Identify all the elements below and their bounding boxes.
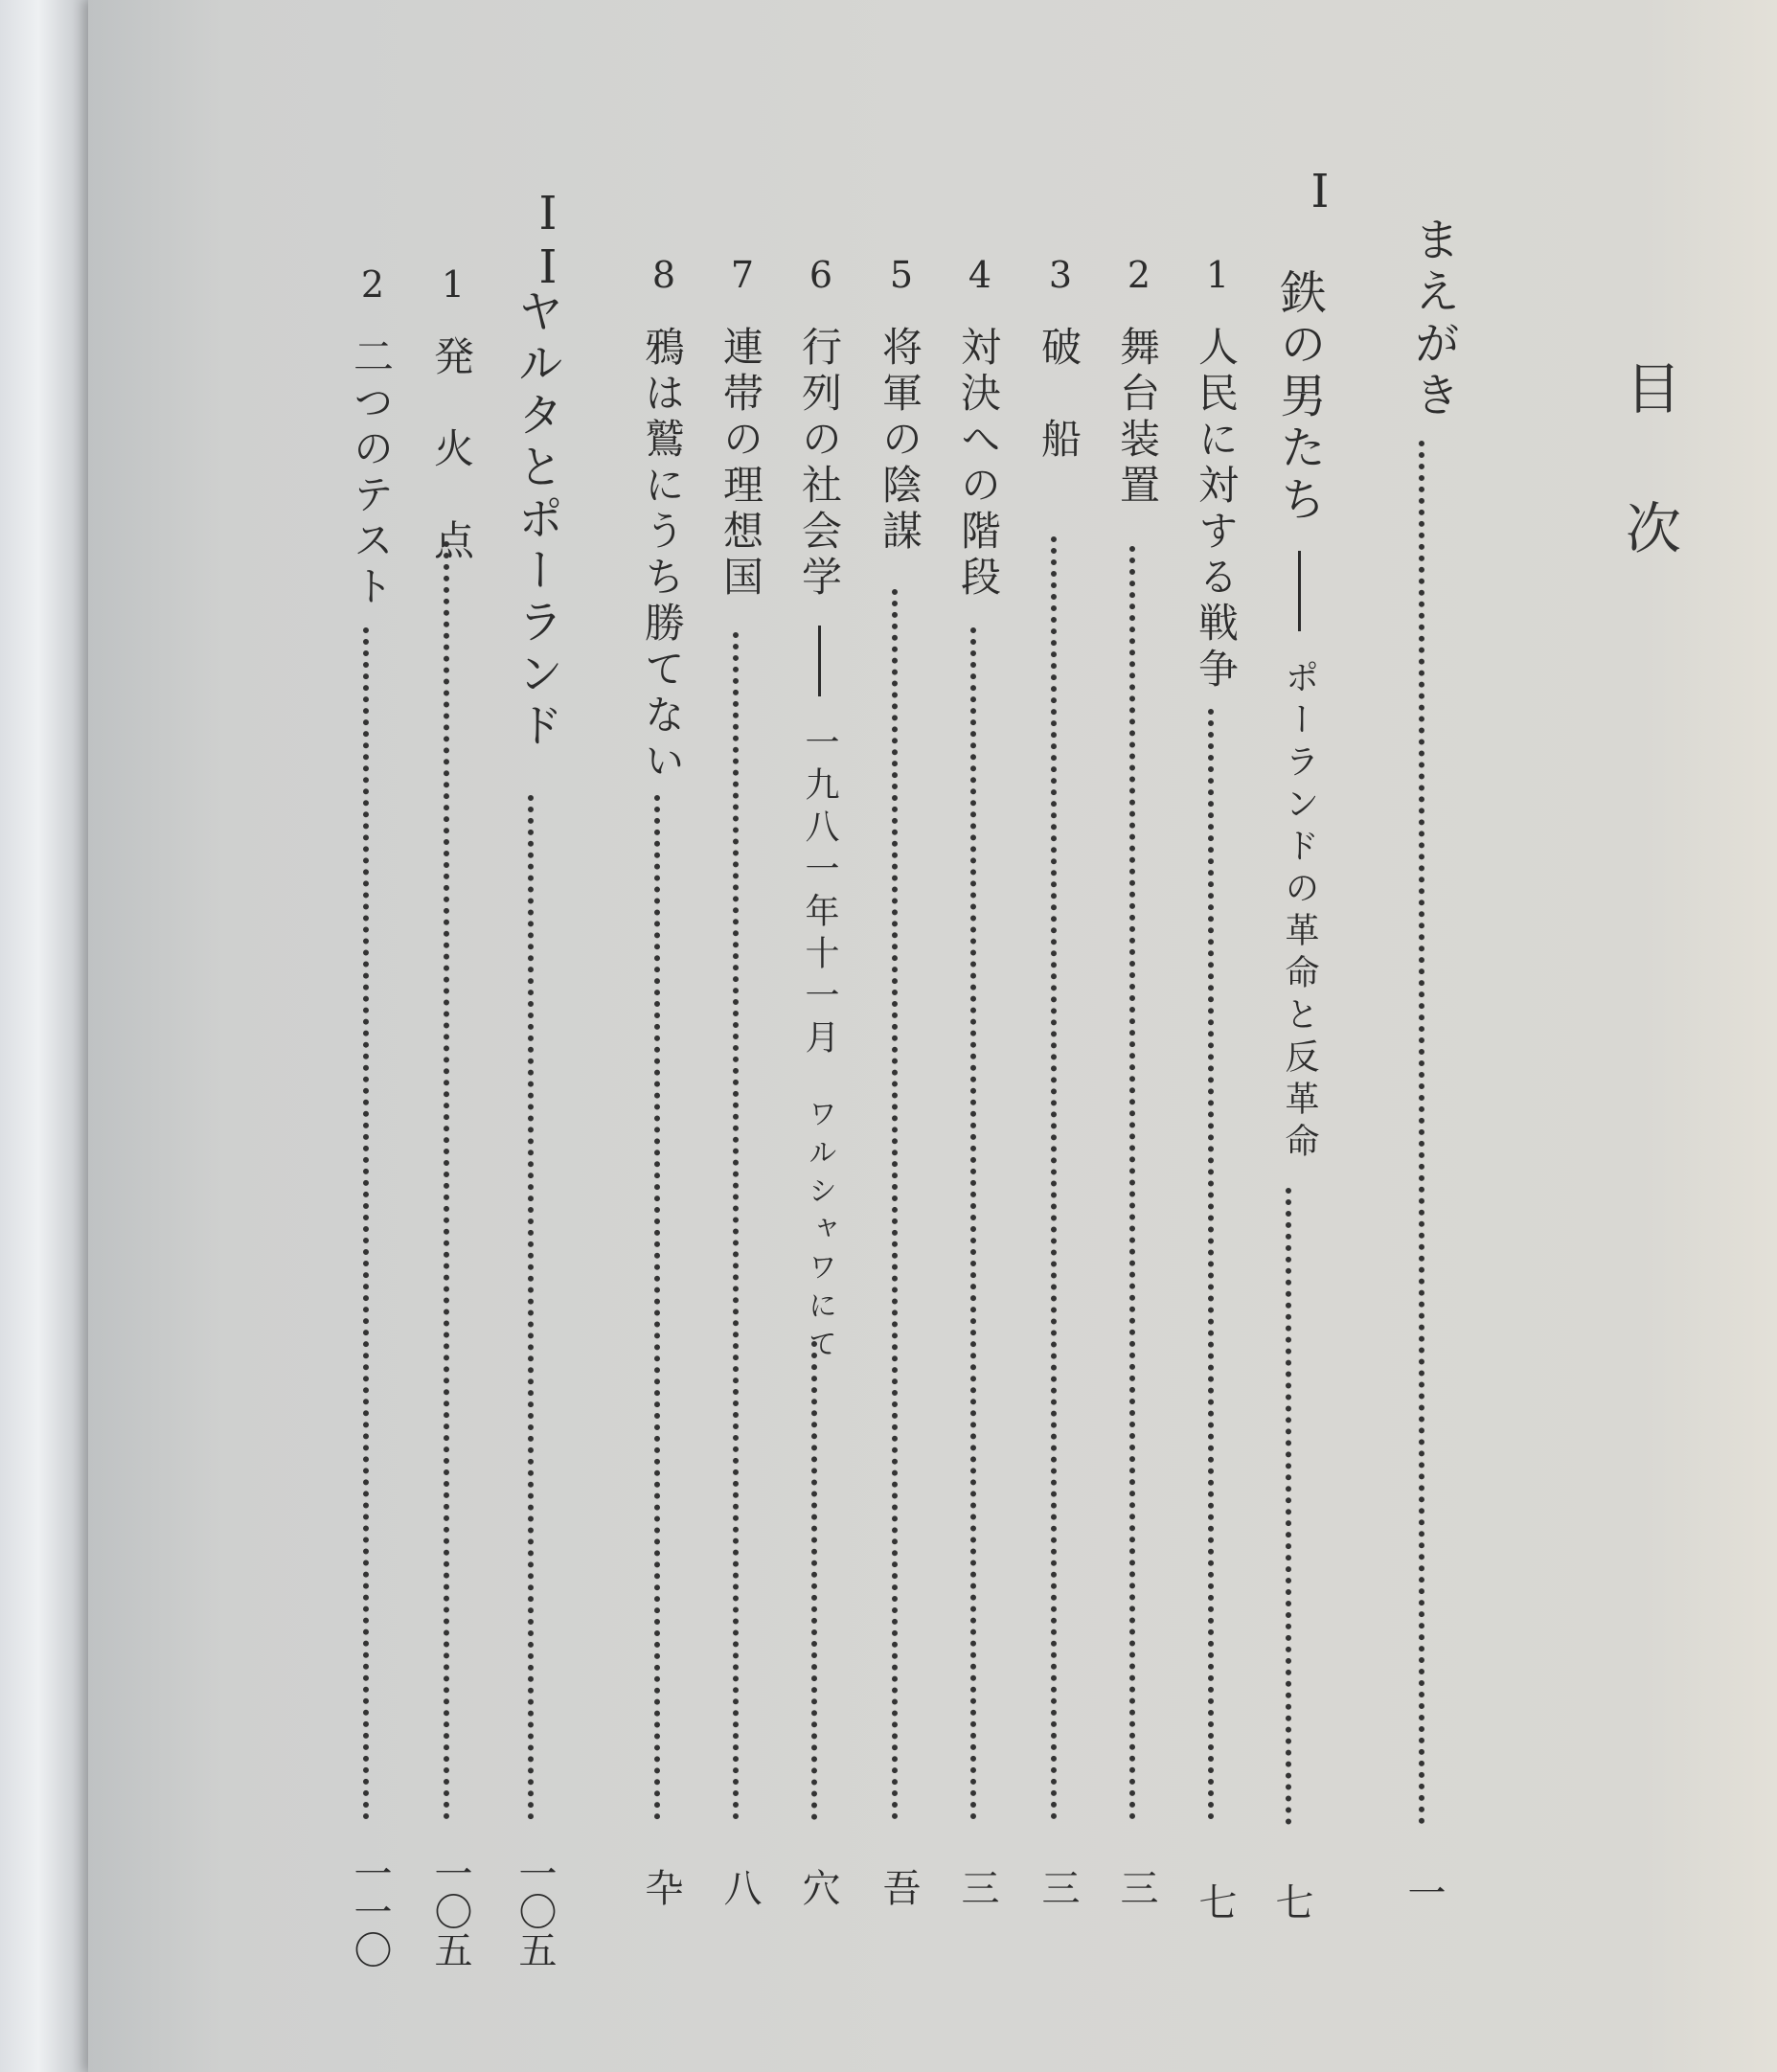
part1-numeral: I [1293,165,1347,218]
ch3-page: 三 [1036,1868,1080,1906]
part2-numeral: II [521,187,575,294]
p2-ch1-number: 1 [432,263,474,306]
preface-leader [1419,441,1424,1825]
ch3-title: 破 船 [1036,326,1082,464]
part2-leader [528,795,534,1820]
ch2-title: 舞台装置 [1114,326,1161,510]
part2-title: ヤルタとポーランド [510,287,563,753]
background-edge [0,0,96,2072]
part1-heading [1272,268,1326,1165]
ch5-title: 将軍の陰謀 [877,326,923,556]
ch4-number: 4 [959,254,1001,296]
ch6-title: 行列の社会学 [796,326,843,602]
ch6-leader [811,1341,817,1820]
preface-page: 一 [1401,1873,1446,1911]
ch6-note: ワルシャワにて [803,1099,836,1367]
ch2-number: 2 [1118,254,1160,296]
ch5-leader [892,589,898,1820]
part1-subtitle: ポーランドの革命と反革命 [1280,659,1319,1165]
title-dash [1298,551,1301,631]
p2-ch1-leader [444,541,449,1820]
p2-ch2-title: 二つのテスト [348,335,395,611]
ch1-number: 1 [1196,254,1239,296]
preface-label: まえがき [1406,216,1460,422]
ch7-page: 八 [718,1868,762,1906]
part1-leader [1286,1188,1291,1825]
ch8-leader [654,795,660,1820]
part1-page: 七 [1269,1882,1313,1921]
part1-title: 鉄の男たち [1272,268,1326,527]
ch7-leader [733,632,739,1820]
ch2-page: 三 [1114,1868,1158,1906]
ch6-subtitle: 一九八一年十一月 [800,724,839,1061]
ch6-number: 6 [800,254,842,296]
part2-page: 一〇五 [513,1854,557,1969]
ch4-page: 三 [955,1868,999,1906]
ch3-leader [1051,536,1057,1820]
ch8-title: 鴉は鷲にうち勝てない [639,326,686,786]
ch3-number: 3 [1039,254,1082,296]
ch1-leader [1208,709,1214,1820]
ch5-number: 5 [880,254,923,296]
p2-ch2-page: 一一〇 [348,1854,392,1969]
ch8-number: 8 [643,254,685,296]
ch5-page: 吾 [877,1868,921,1906]
ch4-title: 対決への階段 [955,326,1002,602]
book-page [88,0,1777,2072]
ch7-title: 連帯の理想国 [718,326,764,602]
p2-ch1-title: 発 火 点 [428,335,475,565]
ch7-number: 7 [721,254,763,296]
ch4-leader [970,627,976,1820]
ch6-dash [818,626,821,696]
p2-ch2-number: 2 [352,263,394,306]
ch6-heading [796,326,843,1367]
p2-ch2-leader [363,627,369,1820]
ch2-leader [1129,546,1135,1820]
ch6-page: 穴 [796,1868,840,1906]
p2-ch1-page: 一〇五 [428,1854,472,1969]
ch1-title: 人民に対する戦争 [1193,326,1240,694]
ch1-page: 七 [1193,1882,1237,1921]
ch8-page: 卆 [639,1868,683,1906]
toc-title: 目次 [1616,359,1681,639]
